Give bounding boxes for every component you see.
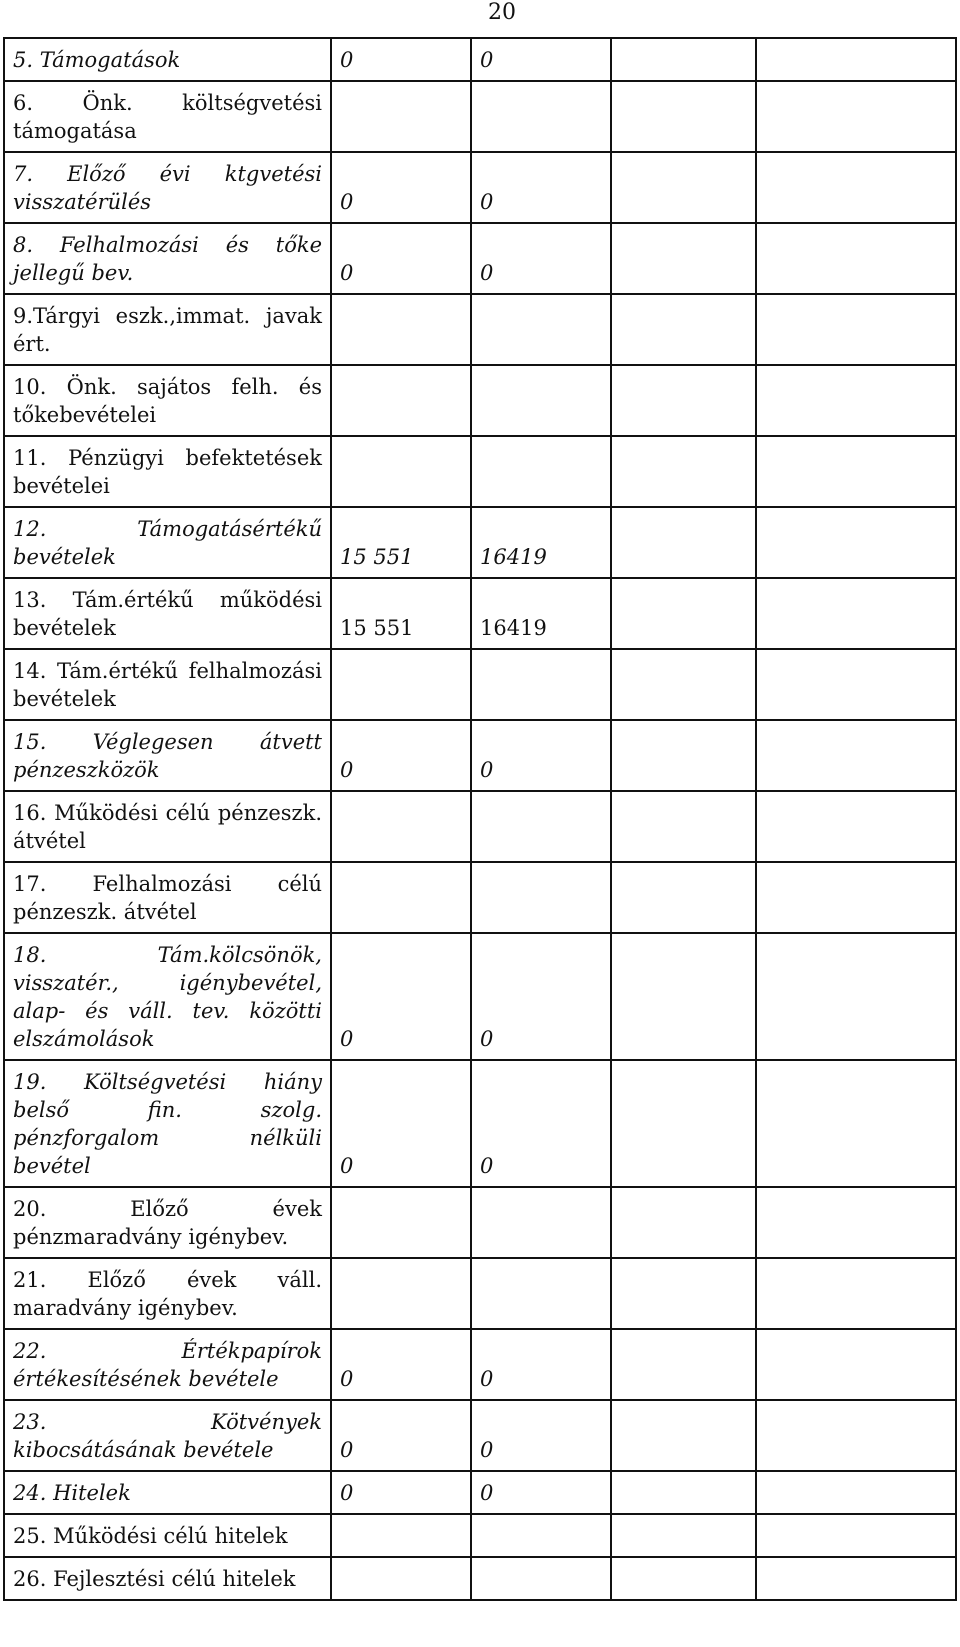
page-number: 20 <box>488 0 516 25</box>
row-label: 15. Véglegesen átvett pénzeszközök <box>4 720 331 791</box>
table-row <box>4 1514 956 1557</box>
table-row <box>4 152 956 223</box>
empty-cell <box>611 1187 756 1258</box>
row-label: 20. Előző évek pénzmaradvány igénybev. <box>4 1187 331 1258</box>
empty-cell <box>756 578 956 649</box>
row-label: 9.Tárgyi eszk.,immat. javak ért. <box>4 294 331 365</box>
table-row <box>4 649 956 720</box>
table-row <box>4 365 956 436</box>
table-row <box>4 1060 956 1187</box>
empty-cell <box>611 294 756 365</box>
table-row <box>4 862 956 933</box>
value-cell-1: 0 <box>331 720 471 791</box>
value-cell-1 <box>331 294 471 365</box>
value-cell-1 <box>331 81 471 152</box>
empty-cell <box>611 1557 756 1600</box>
table-row <box>4 1557 956 1600</box>
value-cell-1 <box>331 1514 471 1557</box>
empty-cell <box>611 791 756 862</box>
value-cell-1 <box>331 1258 471 1329</box>
row-label: 25. Működési célú hitelek <box>4 1514 331 1557</box>
empty-cell <box>756 1514 956 1557</box>
empty-cell <box>756 223 956 294</box>
table-row <box>4 38 956 81</box>
empty-cell <box>756 507 956 578</box>
empty-cell <box>756 294 956 365</box>
value-cell-2 <box>471 1557 611 1600</box>
value-cell-2 <box>471 1258 611 1329</box>
table-row <box>4 507 956 578</box>
value-cell-2 <box>471 436 611 507</box>
value-cell-1: 0 <box>331 152 471 223</box>
budget-table <box>3 37 957 1601</box>
value-cell-1: 0 <box>331 38 471 81</box>
row-label: 17. Felhalmozási célú pénzeszk. átvétel <box>4 862 331 933</box>
budget-table-body <box>4 38 956 1600</box>
value-cell-1: 15 551 <box>331 578 471 649</box>
value-cell-2: 16419 <box>471 507 611 578</box>
value-cell-2 <box>471 365 611 436</box>
empty-cell <box>756 38 956 81</box>
empty-cell <box>611 1400 756 1471</box>
value-cell-1 <box>331 862 471 933</box>
row-label: 8. Felhalmozási és tőke jellegű bev. <box>4 223 331 294</box>
empty-cell <box>611 38 756 81</box>
empty-cell <box>756 649 956 720</box>
value-cell-1: 15 551 <box>331 507 471 578</box>
empty-cell <box>611 365 756 436</box>
table-row <box>4 1329 956 1400</box>
empty-cell <box>756 1187 956 1258</box>
empty-cell <box>611 933 756 1060</box>
value-cell-1: 0 <box>331 1060 471 1187</box>
value-cell-1 <box>331 1557 471 1600</box>
value-cell-2: 0 <box>471 152 611 223</box>
table-row <box>4 1258 956 1329</box>
value-cell-2: 16419 <box>471 578 611 649</box>
empty-cell <box>611 507 756 578</box>
value-cell-2: 0 <box>471 223 611 294</box>
table-row <box>4 436 956 507</box>
value-cell-1: 0 <box>331 1400 471 1471</box>
value-cell-2 <box>471 791 611 862</box>
empty-cell <box>611 720 756 791</box>
value-cell-2 <box>471 1187 611 1258</box>
empty-cell <box>611 1258 756 1329</box>
value-cell-2: 0 <box>471 933 611 1060</box>
empty-cell <box>756 1400 956 1471</box>
value-cell-2 <box>471 862 611 933</box>
empty-cell <box>611 1514 756 1557</box>
value-cell-2 <box>471 294 611 365</box>
empty-cell <box>756 436 956 507</box>
table-row <box>4 1400 956 1471</box>
row-label: 26. Fejlesztési célú hitelek <box>4 1557 331 1600</box>
empty-cell <box>756 1329 956 1400</box>
empty-cell <box>756 1471 956 1514</box>
table-row <box>4 933 956 1060</box>
value-cell-2 <box>471 1514 611 1557</box>
row-label: 6. Önk. költségvetési támogatása <box>4 81 331 152</box>
value-cell-2 <box>471 649 611 720</box>
value-cell-1 <box>331 365 471 436</box>
empty-cell <box>756 81 956 152</box>
empty-cell <box>756 933 956 1060</box>
empty-cell <box>756 1258 956 1329</box>
value-cell-1: 0 <box>331 223 471 294</box>
value-cell-1 <box>331 436 471 507</box>
table-row <box>4 720 956 791</box>
value-cell-2: 0 <box>471 1471 611 1514</box>
value-cell-1 <box>331 1187 471 1258</box>
empty-cell <box>756 365 956 436</box>
value-cell-2: 0 <box>471 1060 611 1187</box>
value-cell-1: 0 <box>331 1329 471 1400</box>
row-label: 16. Működési célú pénzeszk. átvétel <box>4 791 331 862</box>
table-row <box>4 223 956 294</box>
empty-cell <box>611 1471 756 1514</box>
empty-cell <box>756 862 956 933</box>
row-label: 18. Tám.kölcsönök, visszatér., igénybevétel, alap- és váll. tev. közötti elszámolások <box>4 933 331 1060</box>
table-row <box>4 791 956 862</box>
empty-cell <box>611 436 756 507</box>
row-label: 23. Kötvények kibocsátásának bevétele <box>4 1400 331 1471</box>
empty-cell <box>611 152 756 223</box>
value-cell-2: 0 <box>471 720 611 791</box>
value-cell-1 <box>331 791 471 862</box>
empty-cell <box>756 152 956 223</box>
row-label: 12. Támogatásértékű bevételek <box>4 507 331 578</box>
row-label: 14. Tám.értékű felhalmozási bevételek <box>4 649 331 720</box>
value-cell-2 <box>471 81 611 152</box>
empty-cell <box>756 720 956 791</box>
empty-cell <box>611 578 756 649</box>
empty-cell <box>611 862 756 933</box>
row-label: 7. Előző évi ktgvetési visszatérülés <box>4 152 331 223</box>
empty-cell <box>756 791 956 862</box>
row-label: 5. Támogatások <box>4 38 331 81</box>
value-cell-2: 0 <box>471 38 611 81</box>
value-cell-1: 0 <box>331 933 471 1060</box>
table-row <box>4 1187 956 1258</box>
row-label: 10. Önk. sajátos felh. és tőkebevételei <box>4 365 331 436</box>
row-label: 19. Költségvetési hiány belső fin. szolg. pénzforgalom nélküli bevétel <box>4 1060 331 1187</box>
row-label: 21. Előző évek váll. maradvány igénybev. <box>4 1258 331 1329</box>
row-label: 13. Tám.értékű működési bevételek <box>4 578 331 649</box>
table-row <box>4 81 956 152</box>
value-cell-1 <box>331 649 471 720</box>
empty-cell <box>756 1060 956 1187</box>
empty-cell <box>611 81 756 152</box>
value-cell-2: 0 <box>471 1400 611 1471</box>
empty-cell <box>756 1557 956 1600</box>
value-cell-1: 0 <box>331 1471 471 1514</box>
table-row <box>4 294 956 365</box>
value-cell-2: 0 <box>471 1329 611 1400</box>
empty-cell <box>611 1329 756 1400</box>
empty-cell <box>611 649 756 720</box>
empty-cell <box>611 1060 756 1187</box>
row-label: 11. Pénzügyi befektetések bevételei <box>4 436 331 507</box>
row-label: 24. Hitelek <box>4 1471 331 1514</box>
table-row <box>4 578 956 649</box>
table-row <box>4 1471 956 1514</box>
row-label: 22. Értékpapírok értékesítésének bevétele <box>4 1329 331 1400</box>
empty-cell <box>611 223 756 294</box>
